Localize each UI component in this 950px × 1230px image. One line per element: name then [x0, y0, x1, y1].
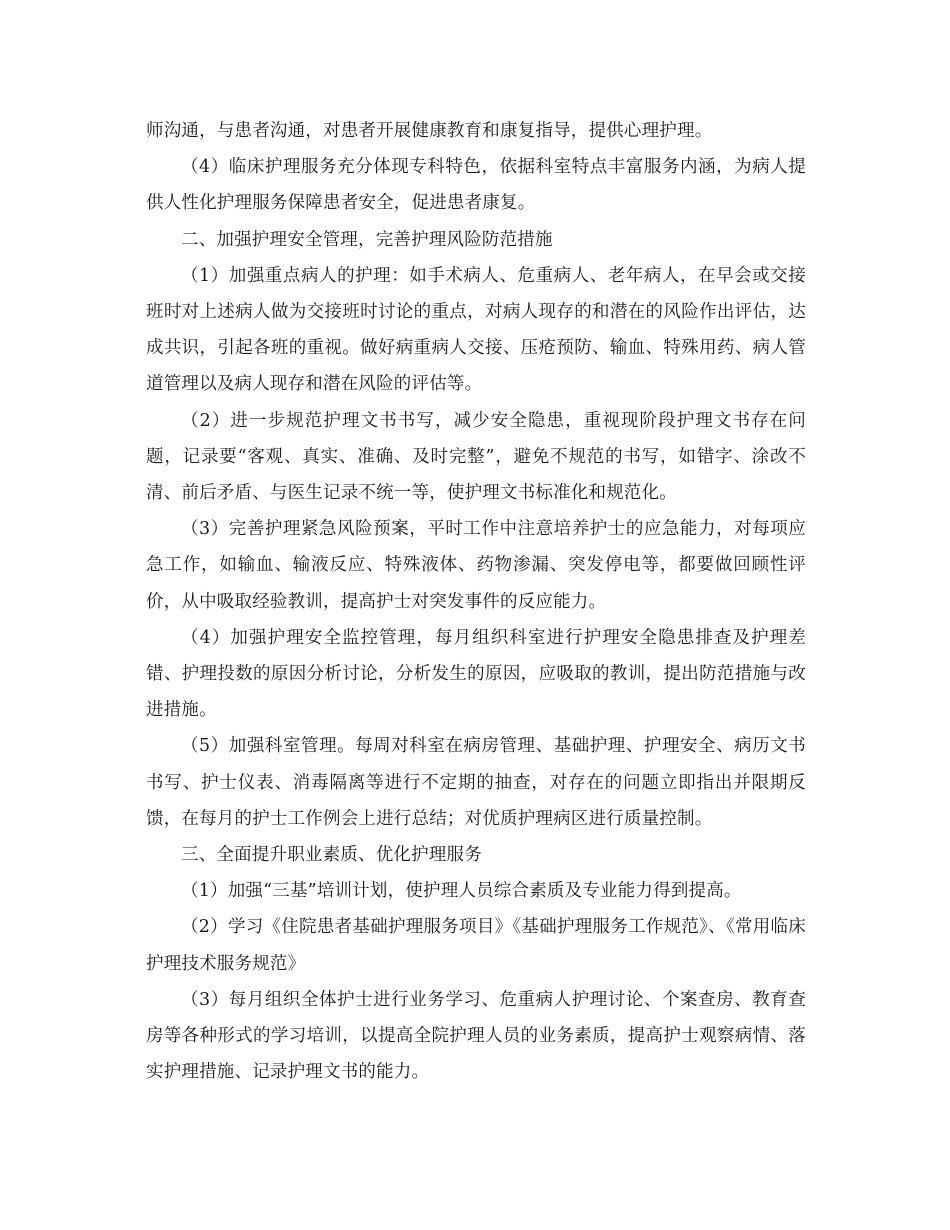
paragraph-clinical-service: （4）临床护理服务充分体现专科特色，依据科室特点丰富服务内涵，为病人提供人性化护理服务保障患者安全，促进患者康复。	[146, 157, 806, 214]
paragraph-study-standards: （2）学习《住院患者基础护理服务项目》《基础护理服务工作规范》、《常用临床护理技术服务规范》	[146, 917, 806, 974]
paragraph-monthly-study: （3）每月组织全体护士进行业务学习、危重病人护理讨论、个案查房、教育查房等各种形式的学习培训，以提高全院护理人员的业务素质，提高护士观察病情、落实护理措施、记录护理文书的能力。	[146, 989, 806, 1083]
paragraph-emergency-plan: （3）完善护理紧急风险预案，平时工作中注意培养护士的应急能力，对每项应急工作，如输血、输液反应、特殊液体、药物渗漏、突发停电等，都要做回顾性评价，从中吸取经验教训，提高护士对突发事件的反应能力。	[146, 519, 806, 612]
paragraph-key-patients: （1）加强重点病人的护理：如手术病人、危重病人、老年病人，在早会或交接班时对上述病人做为交接班时讨论的重点，对病人现存的和潜在的风险作出评估，达成共识，引起各班的重视。做好病重病人交接、压疮预防、输血、特殊用药、病人管道管理以及病人现存和潜在风险的评估等。	[146, 265, 806, 395]
section-heading-quality: 三、全面提升职业素质、优化护理服务	[181, 845, 482, 866]
paragraph-safety-monitoring: （4）加强护理安全监控管理，每月组织科室进行护理安全隐患排查及护理差错、护理投数的原因分析讨论，分析发生的原因，应吸取的教训，提出防范措施与改进措施。	[146, 627, 806, 721]
document-body	[146, 113, 806, 1090]
paragraph-department-management: （5）加强科室管理。每周对科室在病房管理、基础护理、护理安全、病历文书书写、护士仪表、消毒隔离等进行不定期的抽查，对存在的问题立即指出并限期反馈，在每月的护士工作例会上进行总结；对优质护理病区进行质量控制。	[146, 736, 806, 829]
paragraph-training: （1）加强“三基”培训计划，使护理人员综合素质及专业能力得到提高。	[181, 881, 742, 902]
section-heading-safety: 二、加强护理安全管理，完善护理风险防范措施	[181, 229, 553, 250]
paragraph-documentation: （2）进一步规范护理文书书写，减少安全隐患，重视现阶段护理文书存在问题，记录要“客观、真实、准确、及时完整”，避免不规范的书写，如错字、涂改不清、前后矛盾、与医生记录不统一等，使护理文书标准化和规范化。	[146, 410, 806, 504]
paragraph-continuation: 师沟通，与患者沟通，对患者开展健康教育和康复指导，提供心理护理。	[146, 121, 713, 141]
